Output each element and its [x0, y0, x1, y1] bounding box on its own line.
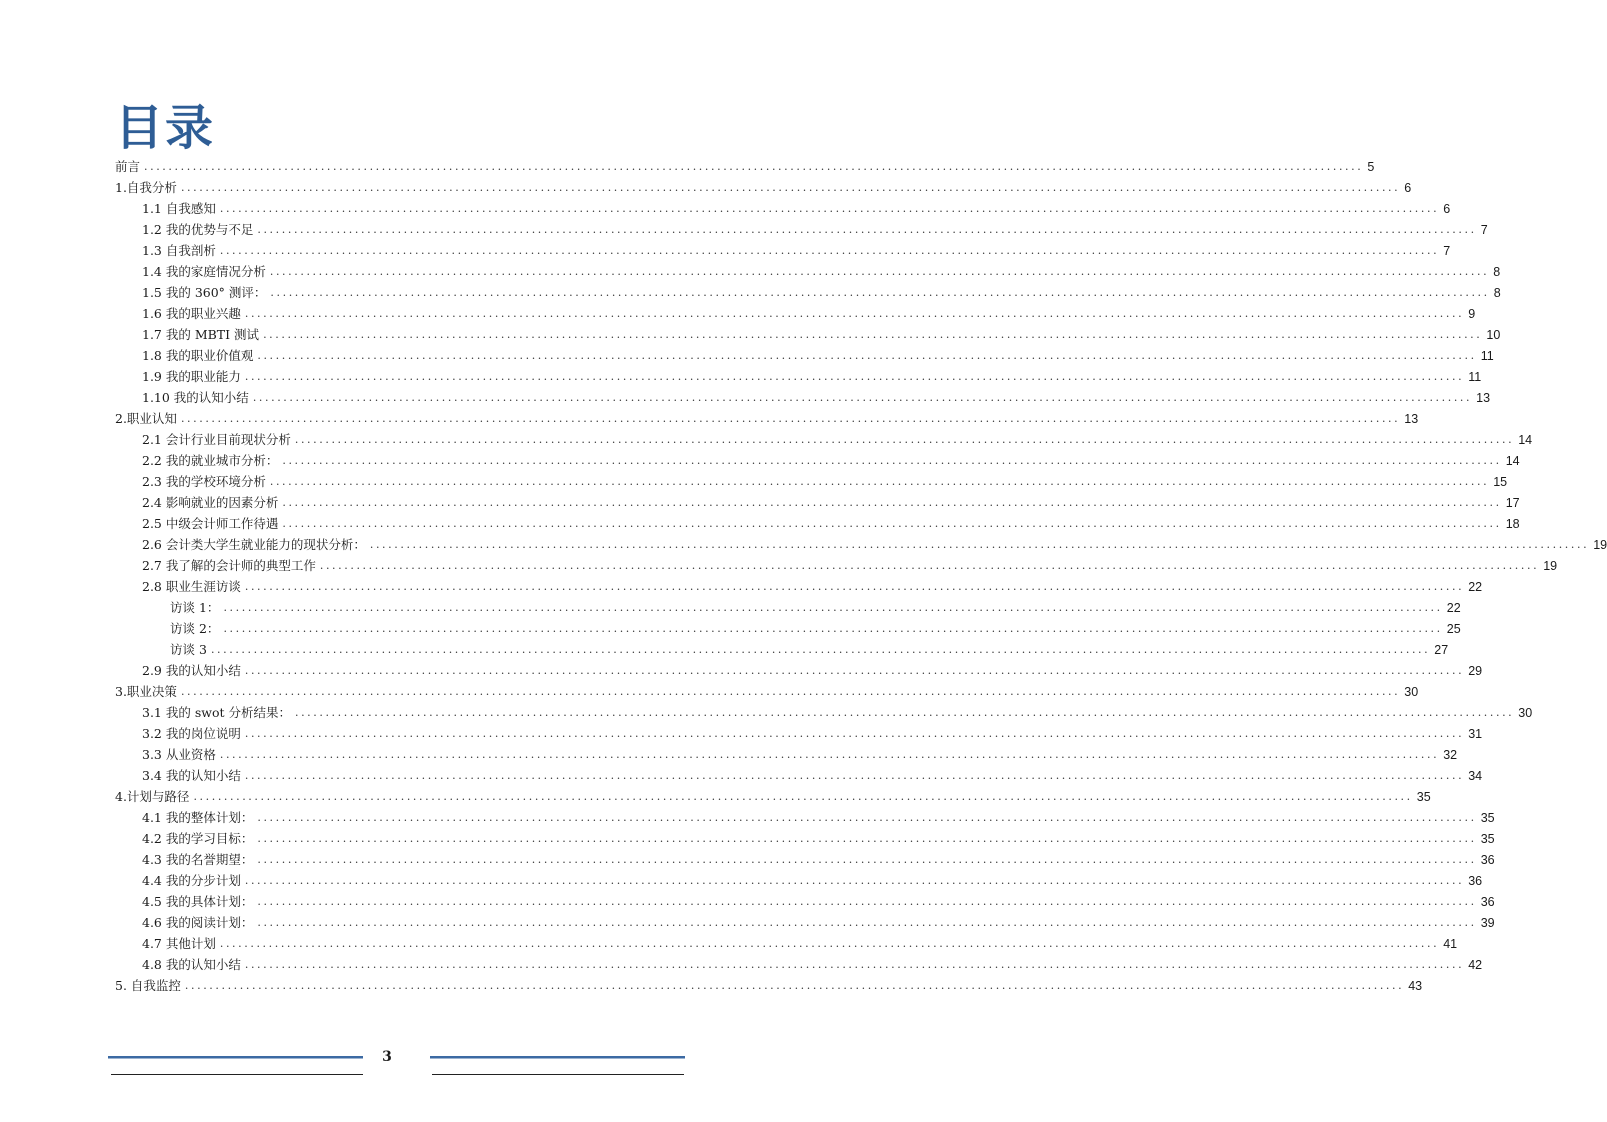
toc-entry-label: 2.1 会计行业目前现状分析 [142, 432, 291, 447]
toc-entry[interactable] [142, 577, 1483, 597]
toc-entry[interactable] [142, 703, 1533, 723]
toc-entry-label: 1.1 自我感知 [142, 201, 216, 216]
toc-entry[interactable] [142, 388, 1491, 408]
toc-entry-page: 8 [1493, 286, 1501, 300]
toc-entry[interactable] [142, 346, 1494, 366]
toc-dot-leader: ........................................................................................................................................................................................................ [180, 412, 1401, 425]
toc-entry-page: 36 [1480, 895, 1495, 909]
toc-entry-label: 3.1 我的 swot 分析结果： [142, 705, 291, 720]
toc-entry-page: 42 [1468, 958, 1483, 972]
footer-underline-right [432, 1074, 684, 1075]
toc-entry-label: 2.8 职业生涯访谈 [142, 579, 241, 594]
toc-dot-leader: ........................................................................................................................................................................................................ [257, 223, 1477, 236]
toc-dot-leader: ........................................................................................................................................................................................................ [219, 748, 1440, 761]
toc-entry-page: 19 [1593, 538, 1607, 552]
toc-entry[interactable] [115, 976, 1423, 996]
toc-entry-label: 3.3 从业资格 [142, 747, 216, 762]
toc-entry-page: 31 [1468, 727, 1483, 741]
toc-dot-leader: ........................................................................................................................................................................................................ [184, 979, 1405, 992]
toc-entry-page: 10 [1486, 328, 1501, 342]
toc-entry-page: 19 [1543, 559, 1558, 573]
toc-dot-leader: ........................................................................................................................................................................................................ [282, 496, 1502, 509]
toc-entry-page: 22 [1468, 580, 1483, 594]
toc-entry[interactable] [142, 220, 1488, 240]
toc-entry[interactable] [142, 514, 1520, 534]
toc-entry-label: 4.2 我的学习目标： [142, 831, 254, 846]
toc-entry[interactable] [142, 745, 1458, 765]
toc-dot-leader: ........................................................................................................................................................................................................ [244, 958, 1465, 971]
toc-entry-page: 30 [1518, 706, 1533, 720]
toc-entry-label: 4.5 我的具体计划： [142, 894, 254, 909]
page-number: 3 [382, 1049, 392, 1065]
toc-dot-leader: ........................................................................................................................................................................................................ [319, 559, 1540, 572]
toc-entry-label: 1.4 我的家庭情况分析 [142, 264, 266, 279]
toc-entry[interactable] [142, 535, 1607, 555]
toc-entry-page: 13 [1476, 391, 1491, 405]
toc-entry-label: 4.计划与路径 [115, 789, 190, 804]
toc-entry-page: 13 [1404, 412, 1419, 426]
footer-rule-left [108, 1056, 363, 1058]
toc-entry[interactable] [142, 430, 1533, 450]
toc-dot-leader: ........................................................................................................................................................................................................ [244, 370, 1465, 383]
toc-entry-page: 32 [1443, 748, 1458, 762]
toc-dot-leader: ........................................................................................................................................................................................................ [223, 601, 1443, 614]
toc-entry-page: 18 [1505, 517, 1520, 531]
toc-entry-page: 41 [1443, 937, 1458, 951]
toc-entry[interactable] [142, 934, 1458, 954]
toc-entry-page: 43 [1408, 979, 1423, 993]
toc-dot-leader: ........................................................................................................................................................................................................ [219, 202, 1440, 215]
toc-entry-page: 8 [1493, 265, 1501, 279]
toc-entry[interactable] [142, 199, 1451, 219]
toc-entry-label: 4.7 其他计划 [142, 936, 216, 951]
toc-entry[interactable] [142, 871, 1483, 891]
toc-entry-label: 4.1 我的整体计划： [142, 810, 254, 825]
toc-entry-label: 4.6 我的阅读计划： [142, 915, 254, 930]
toc-entry-label: 3.2 我的岗位说明 [142, 726, 241, 741]
toc-entry[interactable] [142, 493, 1520, 513]
toc-dot-leader: ........................................................................................................................................................................................................ [263, 328, 1483, 341]
toc-dot-leader: ........................................................................................................................................................................................................ [369, 538, 1590, 551]
toc-dot-leader: ........................................................................................................................................................................................................ [257, 349, 1477, 362]
toc-entry-page: 7 [1480, 223, 1488, 237]
toc-entry-page: 5 [1367, 160, 1375, 174]
page-footer [0, 1045, 794, 1085]
toc-entry[interactable] [142, 304, 1476, 324]
toc-dot-leader: ........................................................................................................................................................................................................ [257, 832, 1477, 845]
toc-entry-label: 1.6 我的职业兴趣 [142, 306, 241, 321]
toc-entry-page: 22 [1446, 601, 1461, 615]
toc-entry-label: 2.4 影响就业的因素分析 [142, 495, 279, 510]
toc-entry-label: 访谈 1： [170, 600, 220, 615]
toc-entry-page: 15 [1493, 475, 1508, 489]
toc-entry-label: 4.8 我的认知小结 [142, 957, 241, 972]
toc-entry[interactable] [170, 598, 1461, 618]
toc-dot-leader: ........................................................................................................................................................................................................ [244, 874, 1465, 887]
toc-dot-leader: ........................................................................................................................................................................................................ [294, 433, 1515, 446]
toc-entry-page: 34 [1468, 769, 1483, 783]
toc-entry-label: 访谈 2： [170, 621, 220, 636]
toc-entry[interactable] [115, 787, 1431, 807]
toc-dot-leader: ........................................................................................................................................................................................................ [252, 391, 1473, 404]
toc-dot-leader: ........................................................................................................................................................................................................ [294, 706, 1515, 719]
toc-dot-leader: ........................................................................................................................................................................................................ [193, 790, 1413, 803]
toc-entry[interactable] [142, 262, 1501, 282]
toc-entry-label: 5. 自我监控 [115, 978, 181, 993]
toc-entry-label: 1.10 我的认知小结 [142, 390, 249, 405]
footer-rule-right [430, 1056, 685, 1058]
toc-entry[interactable] [115, 409, 1419, 429]
toc-entry-label: 1.3 自我剖析 [142, 243, 216, 258]
toc-entry-page: 11 [1468, 370, 1482, 384]
toc-entry-label: 2.职业认知 [115, 411, 177, 426]
toc-entry-page: 36 [1480, 853, 1495, 867]
toc-entry-page: 35 [1480, 811, 1495, 825]
toc-entry-page: 25 [1446, 622, 1461, 636]
toc-dot-leader: ........................................................................................................................................................................................................ [180, 685, 1401, 698]
footer-underline-left [111, 1074, 363, 1075]
toc-dot-leader: ........................................................................................................................................................................................................ [269, 265, 1490, 278]
toc-entry-label: 1.5 我的 360° 测评： [142, 285, 267, 300]
toc-entry-page: 14 [1505, 454, 1520, 468]
toc-dot-leader: ........................................................................................................................................................................................................ [244, 307, 1465, 320]
toc-entry[interactable] [142, 472, 1508, 492]
toc-entry-label: 3.4 我的认知小结 [142, 768, 241, 783]
toc-entry-page: 35 [1480, 832, 1495, 846]
toc-entry[interactable] [170, 619, 1461, 639]
toc-entry[interactable] [142, 325, 1501, 345]
toc-entry[interactable] [142, 241, 1451, 261]
toc-entry-label: 2.3 我的学校环境分析 [142, 474, 266, 489]
toc-entry-label: 1.7 我的 MBTI 测试 [142, 327, 260, 342]
toc-dot-leader: ........................................................................................................................................................................................................ [257, 895, 1477, 908]
toc-entry[interactable] [142, 724, 1483, 744]
toc-entry-page: 17 [1505, 496, 1520, 510]
toc-dot-leader: ........................................................................................................................................................................................................ [257, 916, 1477, 929]
toc-entry[interactable] [142, 661, 1483, 681]
toc-entry-page: 9 [1468, 307, 1476, 321]
toc-entry-page: 30 [1404, 685, 1419, 699]
toc-entry-label: 1.9 我的职业能力 [142, 369, 241, 384]
toc-entry-label: 2.7 我了解的会计师的典型工作 [142, 558, 316, 573]
toc-entry-page: 11 [1480, 349, 1494, 363]
toc-entry[interactable] [142, 892, 1495, 912]
toc-entry-label: 2.2 我的就业城市分析： [142, 453, 279, 468]
toc-entry-label: 4.3 我的名誉期望： [142, 852, 254, 867]
toc-entry-page: 27 [1434, 643, 1449, 657]
toc-entry-page: 6 [1443, 202, 1451, 216]
toc-entry-label: 1.8 我的职业价值观 [142, 348, 254, 363]
toc-entry-label: 3.职业决策 [115, 684, 177, 699]
toc-entry-label: 2.6 会计类大学生就业能力的现状分析： [142, 537, 366, 552]
toc-entry[interactable] [142, 451, 1520, 471]
toc-dot-leader: ........................................................................................................................................................................................................ [269, 475, 1490, 488]
toc-entry[interactable] [142, 829, 1495, 849]
toc-entry[interactable] [142, 955, 1483, 975]
toc-dot-leader: ........................................................................................................................................................................................................ [219, 244, 1440, 257]
toc-entry-page: 6 [1404, 181, 1412, 195]
toc-entry[interactable] [170, 640, 1449, 660]
toc-dot-leader: ........................................................................................................................................................................................................ [219, 937, 1440, 950]
toc-entry-page: 29 [1468, 664, 1483, 678]
toc-dot-leader: ........................................................................................................................................................................................................ [282, 517, 1502, 530]
toc-dot-leader: ........................................................................................................................................................................................................ [270, 286, 1490, 299]
toc-entry[interactable] [142, 850, 1495, 870]
toc-dot-leader: ........................................................................................................................................................................................................ [180, 181, 1401, 194]
toc-entry-label: 2.9 我的认知小结 [142, 663, 241, 678]
toc-entry-label: 4.4 我的分步计划 [142, 873, 241, 888]
toc-entry-page: 14 [1518, 433, 1533, 447]
page-title: 目录 [115, 100, 216, 156]
toc-dot-leader: ........................................................................................................................................................................................................ [244, 727, 1465, 740]
toc-entry-page: 35 [1416, 790, 1431, 804]
toc-entry[interactable] [142, 367, 1482, 387]
toc-dot-leader: ........................................................................................................................................................................................................ [244, 580, 1465, 593]
toc-dot-leader: ........................................................................................................................................................................................................ [282, 454, 1502, 467]
toc-dot-leader: ........................................................................................................................................................................................................ [244, 664, 1465, 677]
toc-entry[interactable] [142, 913, 1495, 933]
toc-entry-page: 7 [1443, 244, 1451, 258]
toc-entry-label: 1.自我分析 [115, 180, 177, 195]
toc-dot-leader: ........................................................................................................................................................................................................ [244, 769, 1465, 782]
toc-entry[interactable] [142, 556, 1558, 576]
toc-entry[interactable] [115, 157, 1375, 177]
toc-entry-label: 2.5 中级会计师工作待遇 [142, 516, 279, 531]
toc-entry[interactable] [115, 682, 1419, 702]
toc-dot-leader: ........................................................................................................................................................................................................ [144, 160, 1364, 173]
toc-entry-label: 1.2 我的优势与不足 [142, 222, 254, 237]
toc-entry-label: 访谈 3 [170, 642, 207, 657]
toc-dot-leader: ........................................................................................................................................................................................................ [257, 811, 1477, 824]
toc-entry[interactable] [142, 283, 1501, 303]
toc-dot-leader: ........................................................................................................................................................................................................ [210, 643, 1431, 656]
toc-entry-label: 前言 [115, 159, 141, 174]
toc-dot-leader: ........................................................................................................................................................................................................ [257, 853, 1477, 866]
toc-entry[interactable] [115, 178, 1412, 198]
toc-entry-page: 36 [1468, 874, 1483, 888]
toc-entry[interactable] [142, 766, 1483, 786]
toc-entry-page: 39 [1480, 916, 1495, 930]
toc-entry[interactable] [142, 808, 1495, 828]
toc-dot-leader: ........................................................................................................................................................................................................ [223, 622, 1443, 635]
